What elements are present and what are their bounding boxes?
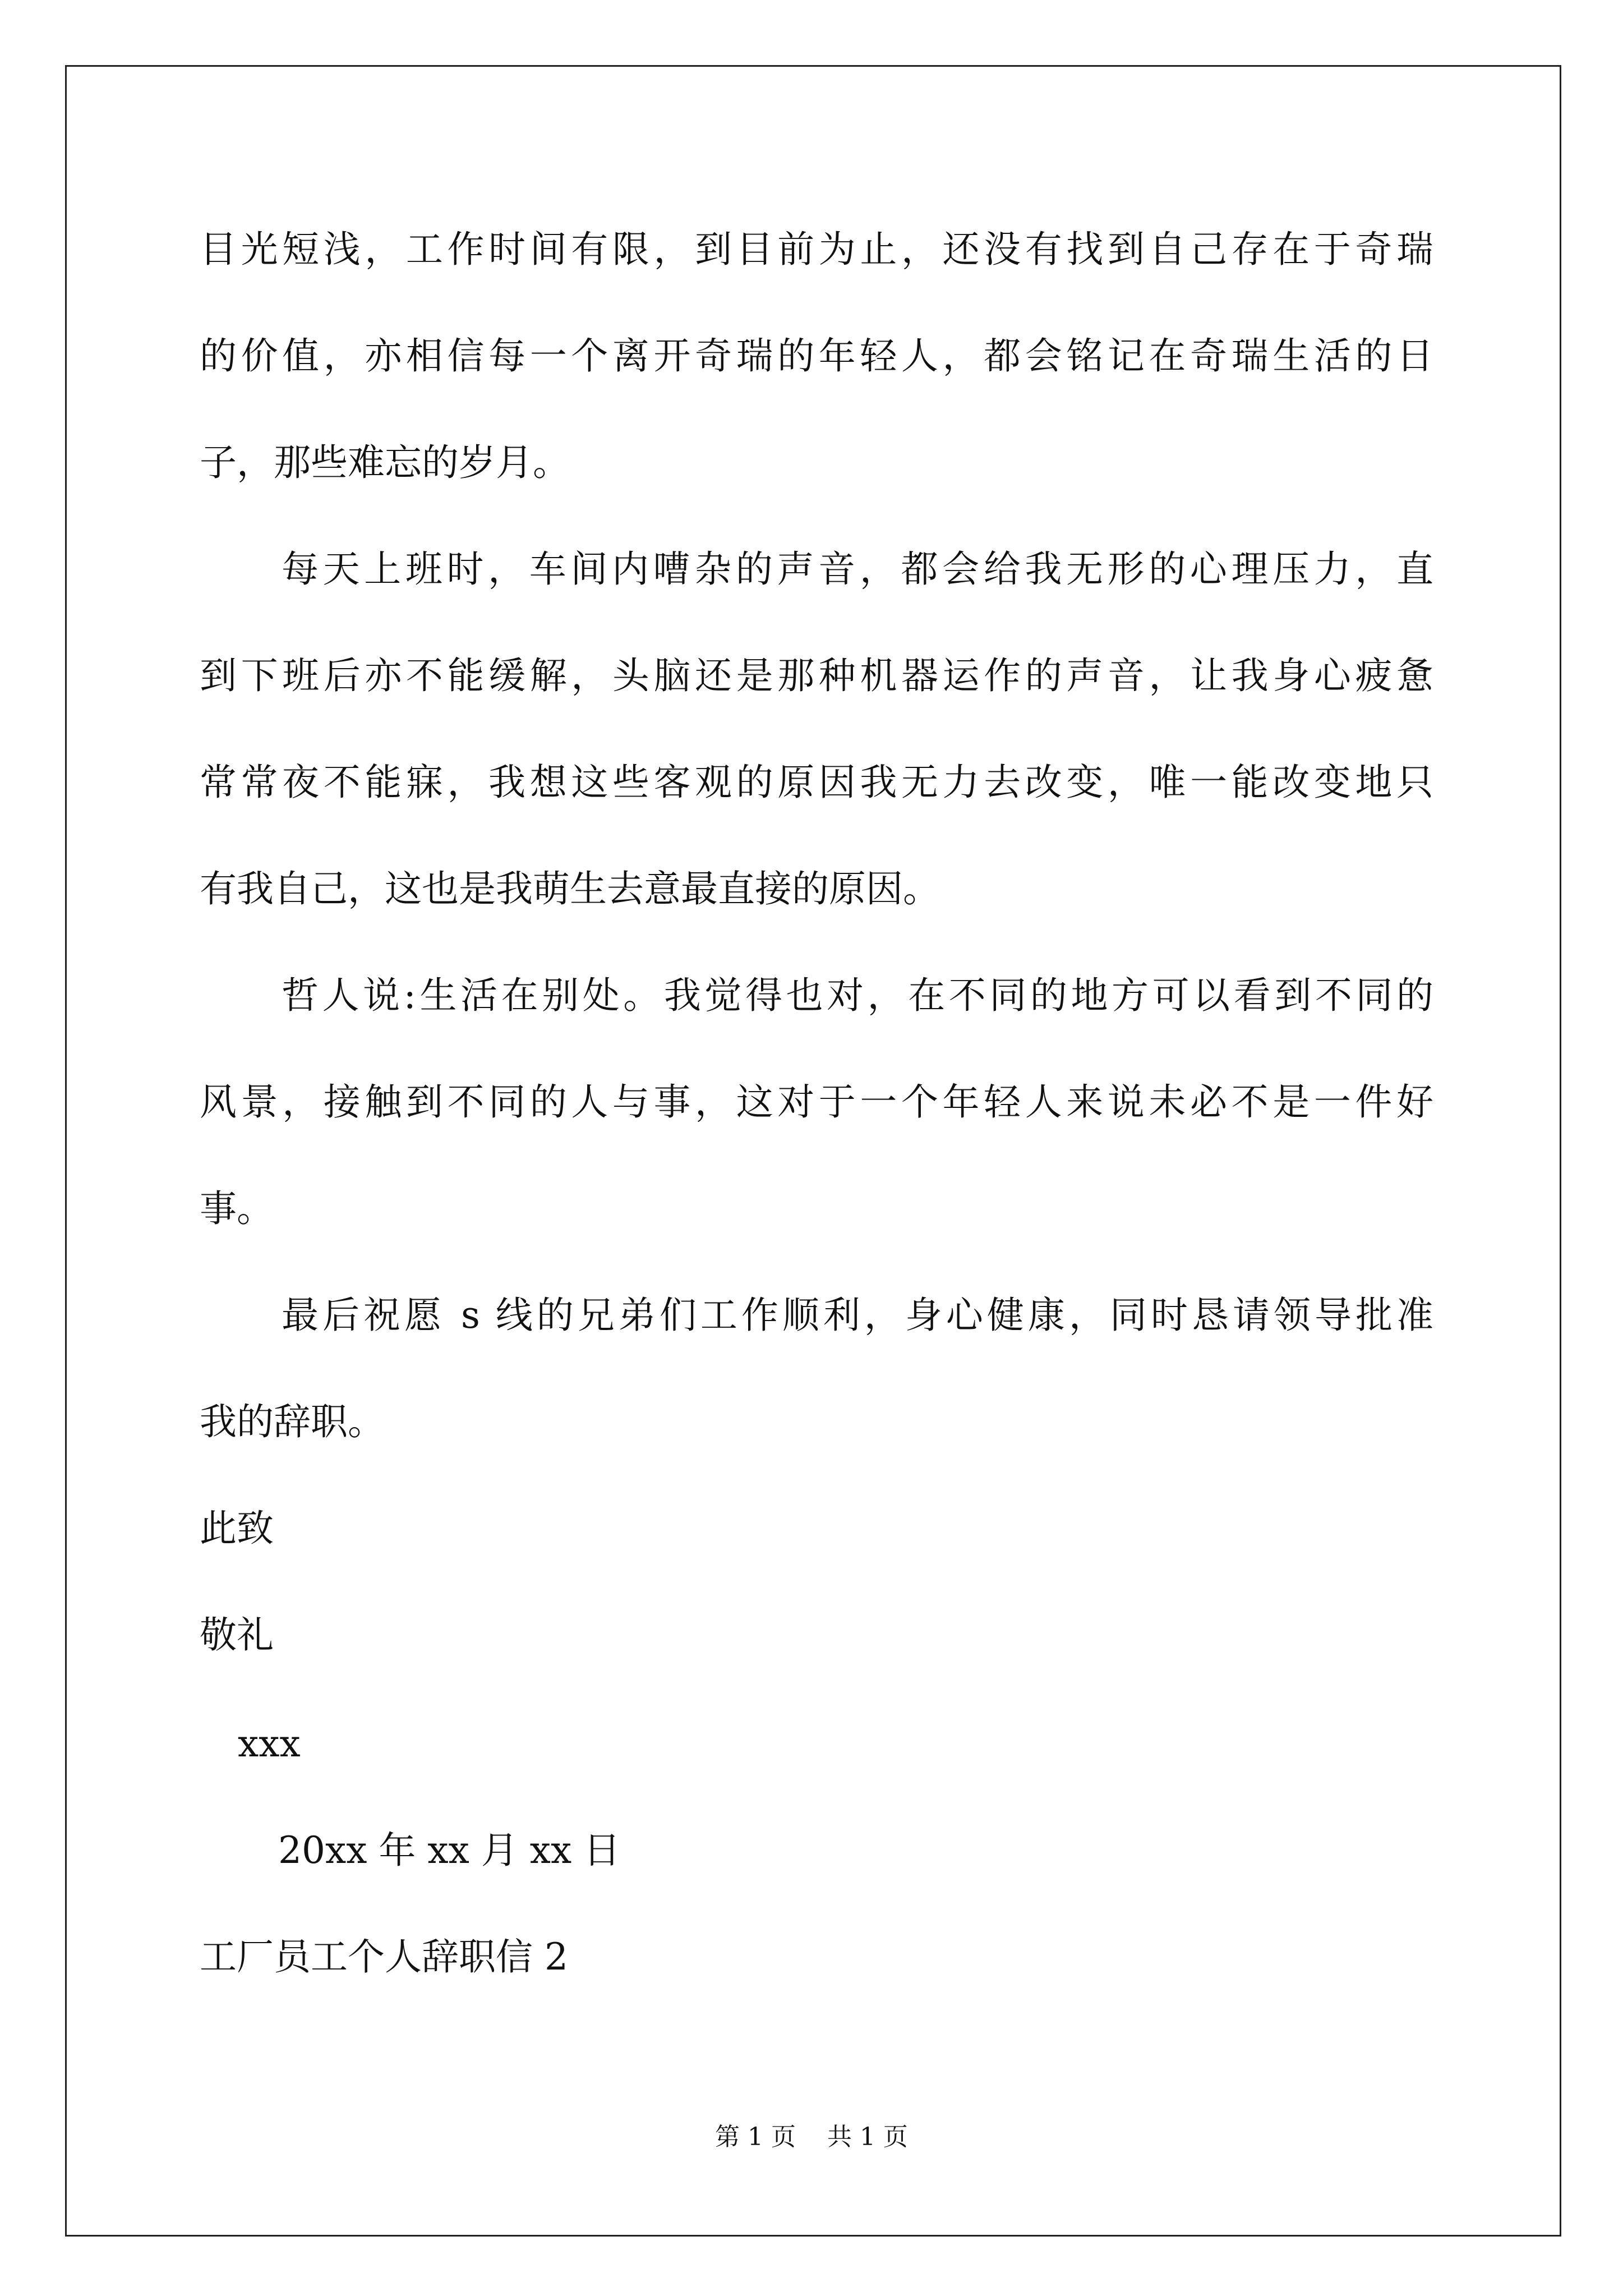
paragraph-line: 目光短浅，工作时间有限，到目前为止，还没有找到自己存在于奇瑞 [200, 228, 1433, 271]
paragraph-line: 每天上班时，车间内嘈杂的声音，都会给我无形的心理压力，直 [282, 547, 1433, 591]
paragraph-line: 哲人说:生活在别处。我觉得也对，在不同的地方可以看到不同的 [282, 974, 1433, 1017]
closing-salutation: 此致 [200, 1507, 274, 1550]
paragraph-line: 事。 [200, 1187, 274, 1230]
closing-regards: 敬礼 [200, 1613, 274, 1657]
paragraph-line: 常常夜不能寐，我想这些客观的原因我无力去改变，唯一能改变地只 [200, 761, 1433, 804]
paragraph-line: 到下班后亦不能缓解，头脑还是那种机器运作的声音，让我身心疲惫 [200, 654, 1433, 697]
paragraph-line: 风景，接触到不同的人与事，这对于一个年轻人来说未必不是一件好 [200, 1080, 1433, 1124]
page-number-footer: 第 1 页 共 1 页 [715, 2123, 908, 2151]
paragraph-line: 子，那些难忘的岁月。 [200, 441, 570, 484]
paragraph-line: 最后祝愿 s 线的兄弟们工作顺利，身心健康，同时恳请领导批准 [282, 1294, 1433, 1337]
signature-name: xxx [238, 1722, 301, 1765]
paragraph-line: 我的辞职。 [200, 1400, 385, 1443]
page-border [65, 65, 1561, 2237]
paragraph-line: 有我自己，这也是我萌生去意最直接的原因。 [200, 867, 940, 910]
section-heading: 工厂员工个人辞职信 2 [200, 1935, 568, 1978]
signature-date: 20xx 年 xx 月 xx 日 [278, 1829, 621, 1872]
paragraph-line: 的价值，亦相信每一个离开奇瑞的年轻人，都会铭记在奇瑞生活的日 [200, 334, 1433, 378]
